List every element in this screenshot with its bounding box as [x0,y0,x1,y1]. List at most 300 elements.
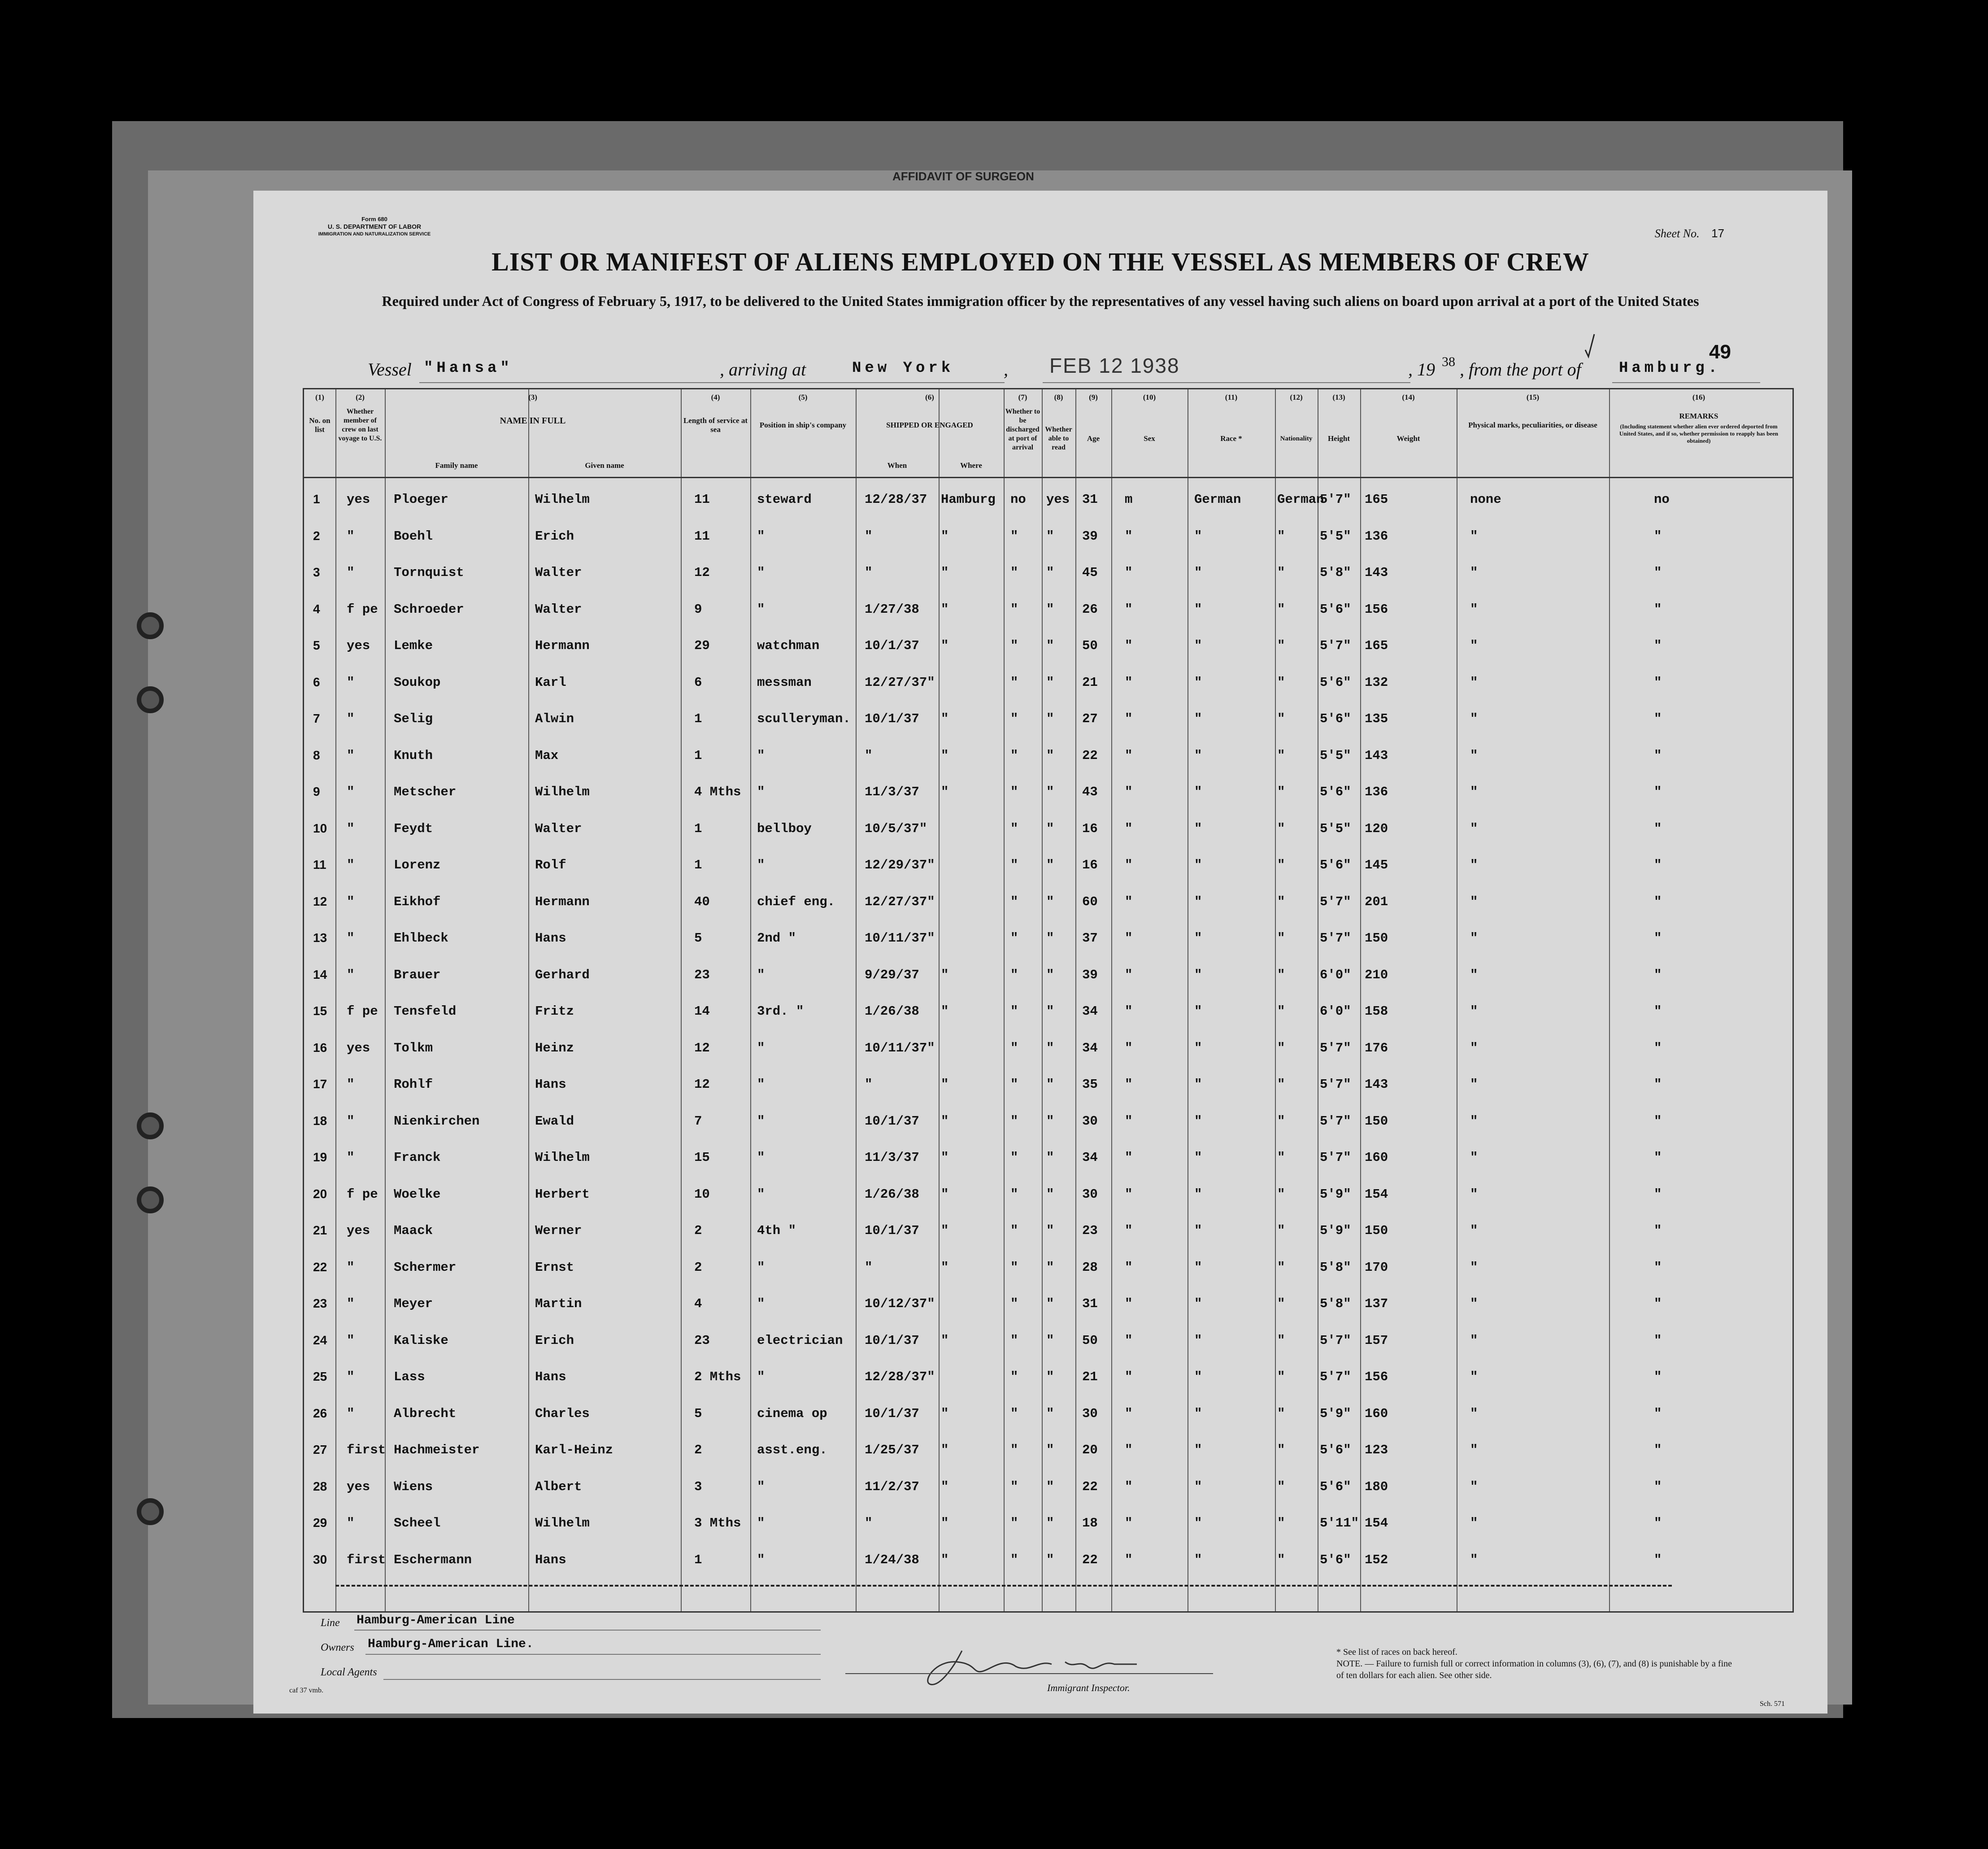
prev-voyage-cell: yes [347,1223,370,1238]
age-cell: 30 [1082,1113,1098,1129]
physical-marks-cell: " [1470,1296,1478,1311]
race-cell: " [1194,602,1202,617]
discharge-cell: " [1010,1150,1018,1165]
sex-cell: " [1125,1406,1133,1421]
age-cell: 27 [1082,711,1098,726]
arriving-label: , arriving at [720,359,806,379]
discharge-cell: " [1010,711,1018,726]
position-cell: " [757,1150,765,1165]
age-cell: 34 [1082,1150,1098,1165]
prev-voyage-cell: " [347,675,355,690]
weight-cell: 132 [1365,675,1388,690]
remarks-cell: no [1654,492,1670,507]
family-name-cell: Hachmeister [394,1443,480,1457]
table-row [304,1290,1792,1326]
table-row [304,924,1792,960]
row-number: 16 [313,1040,327,1055]
shipped-when-cell: 10/5/37" [865,821,927,836]
row-number: 22 [313,1260,327,1274]
height-cell: 5'6" [1320,858,1351,872]
read-cell: " [1046,1260,1054,1275]
race-cell: " [1194,931,1202,946]
header-given-name: Given name [585,461,624,470]
given-name-cell: Karl-Heinz [535,1443,613,1457]
nationality-cell: " [1277,1479,1285,1494]
height-cell: 5'7" [1320,638,1351,653]
prev-voyage-cell: " [347,711,355,726]
physical-marks-cell: " [1470,821,1478,836]
height-cell: 5'5" [1320,748,1351,763]
owners-label: Owners [321,1642,354,1653]
service-length-cell: 1 [694,858,702,872]
prev-voyage-cell: " [347,785,355,799]
row-number: 2 [313,528,320,543]
shipped-where-cell: " [941,1223,949,1238]
shipped-when-cell: 12/27/37" [865,894,935,909]
table-row [304,523,1792,558]
race-cell: " [1194,1479,1202,1494]
shipped-when-cell: 9/29/37 [865,967,919,982]
physical-marks-cell: " [1470,711,1478,726]
service-length-cell: 6 [694,675,702,690]
discharge-cell: no [1010,492,1026,507]
discharge-cell: " [1010,1004,1018,1019]
prev-voyage-cell: " [347,1296,355,1311]
service-length-cell: 3 [694,1479,702,1494]
shipped-where-cell: " [941,1260,949,1275]
service-length-cell: 5 [694,1406,702,1421]
age-cell: 22 [1082,1479,1098,1494]
position-cell: sculleryman. [757,711,851,726]
height-cell: 5'6" [1320,785,1351,799]
weight-cell: 145 [1365,858,1388,872]
position-cell: " [757,1369,765,1384]
table-row [304,851,1792,887]
discharge-cell: " [1010,785,1018,799]
shipped-when-cell: " [865,748,873,763]
prev-voyage-cell: " [347,1406,355,1421]
weight-cell: 180 [1365,1479,1388,1494]
remarks-cell: " [1654,1077,1662,1092]
discharge-cell: " [1010,1406,1018,1421]
race-cell: German [1194,492,1241,507]
height-cell: 5'5" [1320,821,1351,836]
service-length-cell: 2 Mths [694,1369,741,1384]
family-name-cell: Meyer [394,1296,433,1311]
read-cell: " [1046,1040,1054,1055]
sex-cell: " [1125,1552,1133,1567]
family-name-cell: Boehl [394,528,433,544]
table-row [304,669,1792,705]
col-number: (5) [798,393,808,401]
sex-cell: " [1125,675,1133,690]
position-cell: " [757,785,765,799]
family-name-cell: Lemke [394,638,433,653]
col-number: (2) [356,393,365,401]
page-title: LIST OR MANIFEST OF ALIENS EMPLOYED ON THE VESSEL AS MEMBERS OF CREW [492,247,1589,276]
read-cell: " [1046,602,1054,617]
sex-cell: " [1125,528,1133,544]
nationality-cell: " [1277,638,1285,653]
shipped-when-cell: 10/1/37 [865,638,919,653]
shipped-where-cell: " [941,1186,949,1202]
remarks-cell: " [1654,1406,1662,1421]
sex-cell: " [1125,1113,1133,1129]
given-name-cell: Walter [535,602,582,617]
shipped-when-cell: 12/28/37 [865,492,927,507]
age-cell: 37 [1082,931,1098,946]
age-cell: 43 [1082,785,1098,799]
physical-marks-cell: " [1470,1333,1478,1348]
position-cell: " [757,565,765,580]
prev-voyage-cell: " [347,821,355,836]
shipped-where-cell: " [941,602,949,617]
weight-cell: 143 [1365,1077,1388,1092]
height-cell: 5'6" [1320,675,1351,690]
service-length-cell: 9 [694,602,702,617]
remarks-cell: " [1654,1516,1662,1531]
remarks-cell: " [1654,1113,1662,1129]
physical-marks-cell: " [1470,1077,1478,1092]
crew-table [303,388,1794,1613]
race-note: * See list of races on back hereof. [1336,1647,1457,1657]
sex-cell: " [1125,931,1133,946]
position-cell: " [757,1040,765,1055]
read-cell: " [1046,1186,1054,1202]
manifest-page [253,191,1827,1714]
age-cell: 22 [1082,748,1098,763]
shipped-where-cell: " [941,1004,949,1019]
row-number: 21 [313,1223,327,1237]
row-number: 15 [313,1004,327,1018]
physical-marks-cell: " [1470,1186,1478,1202]
row-number: 24 [313,1333,327,1347]
family-name-cell: Ehlbeck [394,931,448,946]
discharge-cell: " [1010,565,1018,580]
nationality-cell: " [1277,675,1285,690]
position-cell: " [757,602,765,617]
shipped-where-cell: Hamburg [941,492,996,507]
nationality-cell: " [1277,528,1285,544]
family-name-cell: Knuth [394,748,433,763]
given-name-cell: Erich [535,528,574,544]
read-cell: " [1046,748,1054,763]
header-position: Position in ship's company [759,421,847,429]
prev-voyage-cell: yes [347,1040,370,1055]
discharge-cell: " [1010,1516,1018,1531]
from-port: Hamburg. [1619,360,1721,377]
age-cell: 21 [1082,675,1098,690]
shipped-where-cell: " [941,565,949,580]
table-row [304,1509,1792,1545]
family-name-cell: Lorenz [394,858,441,872]
from-port-label: , from the port of [1460,359,1581,379]
sheet-number-value: 17 [1711,227,1724,240]
physical-marks-cell: " [1470,967,1478,982]
physical-marks-cell: " [1470,785,1478,799]
age-cell: 31 [1082,492,1098,507]
read-cell: " [1046,931,1054,946]
schedule-number: Sch. 571 [1760,1700,1785,1708]
prev-voyage-cell: " [347,528,355,544]
shipped-where-cell: " [941,1113,949,1129]
read-cell: " [1046,1479,1054,1494]
position-cell: watchman [757,638,820,653]
family-name-cell: Albrecht [394,1406,457,1421]
service-length-cell: 23 [694,967,710,982]
height-cell: 5'6" [1320,1443,1351,1457]
prev-voyage-cell: first [347,1443,386,1457]
service-length-cell: 29 [694,638,710,653]
given-name-cell: Hans [535,1077,566,1092]
discharge-cell: " [1010,1296,1018,1311]
physical-marks-cell: " [1470,1260,1478,1275]
sex-cell: " [1125,967,1133,982]
race-cell: " [1194,967,1202,982]
weight-cell: 150 [1365,1223,1388,1238]
remarks-cell: " [1654,748,1662,763]
weight-cell: 150 [1365,1113,1388,1129]
height-cell: 6'0" [1320,967,1351,982]
given-name-cell: Max [535,748,559,763]
race-cell: " [1194,675,1202,690]
table-row [304,1400,1792,1436]
given-name-cell: Hans [535,931,566,946]
remarks-cell: " [1654,1260,1662,1275]
col-number: (13) [1332,393,1345,401]
nationality-cell: " [1277,1333,1285,1348]
position-cell: " [757,1552,765,1567]
position-cell: " [757,858,765,872]
row-number: 26 [313,1406,327,1420]
sex-cell: " [1125,638,1133,653]
read-cell: " [1046,528,1054,544]
age-cell: 21 [1082,1369,1098,1384]
position-cell: " [757,1260,765,1275]
header-shipped-engaged: SHIPPED OR ENGAGED [886,421,973,429]
shipped-when-cell: 10/1/37 [865,1223,919,1238]
discharge-cell: " [1010,528,1018,544]
height-cell: 5'5" [1320,528,1351,544]
read-cell: " [1046,1113,1054,1129]
prev-voyage-cell: f pe [347,1004,378,1019]
punch-hole [137,612,164,639]
shipped-where-cell: " [941,1443,949,1457]
sex-cell: " [1125,1223,1133,1238]
height-cell: 5'7" [1320,492,1351,507]
nationality-cell: " [1277,821,1285,836]
prev-voyage-cell: yes [347,492,370,507]
service-length-cell: 11 [694,528,710,544]
position-cell: 4th " [757,1223,796,1238]
page-subtitle: Required under Act of Congress of February 5, 1917, to be delivered to the United States immigration officer by the representatives of any vessel having such aliens on board upon arrival at a port of the United States [382,293,1699,309]
height-cell: 5'8" [1320,565,1351,580]
position-cell: " [757,1479,765,1494]
col-number: (11) [1225,393,1238,401]
row-number: 25 [313,1369,327,1383]
line-label: Line [321,1617,340,1629]
remarks-cell: " [1654,638,1662,653]
given-name-cell: Walter [535,565,582,580]
table-row [304,1363,1792,1399]
prev-voyage-cell: " [347,1077,355,1092]
family-name-cell: Tolkm [394,1040,433,1055]
shipped-where-cell: " [941,1552,949,1567]
remarks-cell: " [1654,1369,1662,1384]
family-name-cell: Tornquist [394,565,464,580]
physical-marks-cell: " [1470,1223,1478,1238]
read-cell: " [1046,1004,1054,1019]
height-cell: 5'6" [1320,1552,1351,1567]
nationality-cell: " [1277,1260,1285,1275]
age-cell: 16 [1082,858,1098,872]
discharge-cell: " [1010,675,1018,690]
service-length-cell: 2 [694,1223,702,1238]
row-number: 14 [313,967,327,981]
table-row [304,559,1792,595]
physical-marks-cell: " [1470,1369,1478,1384]
prev-voyage-cell: " [347,565,355,580]
prev-voyage-cell: " [347,894,355,909]
height-cell: 5'7" [1320,1369,1351,1384]
sex-cell: " [1125,1296,1133,1311]
discharge-cell: " [1010,894,1018,909]
nationality-cell: " [1277,1406,1285,1421]
height-cell: 5'6" [1320,602,1351,617]
remarks-cell: " [1654,1443,1662,1457]
service-length-cell: 5 [694,931,702,946]
sex-cell: " [1125,602,1133,617]
sex-cell: " [1125,1150,1133,1165]
age-cell: 23 [1082,1223,1098,1238]
race-cell: " [1194,1369,1202,1384]
year-prefix: , 19 [1408,359,1435,379]
vessel-name: "Hansa" [424,360,513,377]
header-remarks: REMARKS [1679,412,1718,420]
sex-cell: " [1125,894,1133,909]
shipped-where-cell: " [941,1406,949,1421]
row-number: 8 [313,748,320,762]
header-when: When [887,461,907,470]
age-cell: 26 [1082,602,1098,617]
service-length-cell: 12 [694,1077,710,1092]
weight-cell: 165 [1365,638,1388,653]
table-row [304,1254,1792,1290]
read-cell: " [1046,1333,1054,1348]
physical-marks-cell: " [1470,602,1478,617]
arriving-port: New York [852,360,954,377]
position-cell: 2nd " [757,931,796,946]
prev-voyage-cell: " [347,1333,355,1348]
col-number: (14) [1402,393,1415,401]
age-cell: 34 [1082,1040,1098,1055]
discharge-cell: " [1010,931,1018,946]
table-row [304,1217,1792,1253]
remarks-cell: " [1654,1333,1662,1348]
back-sheet-heading: AFFIDAVIT OF SURGEON [892,170,1034,183]
row-number: 7 [313,711,320,725]
race-cell: " [1194,1406,1202,1421]
row-number: 5 [313,638,320,652]
given-name-cell: Wilhelm [535,1516,590,1531]
physical-marks-cell: " [1470,528,1478,544]
weight-cell: 150 [1365,931,1388,946]
read-cell: " [1046,1552,1054,1567]
owners-underline [365,1654,821,1655]
sheet-number [1655,227,1724,240]
family-name-cell: Schermer [394,1260,457,1275]
weight-cell: 154 [1365,1516,1388,1531]
discharge-cell: " [1010,967,1018,982]
nationality-cell: " [1277,1369,1285,1384]
line-underline [354,1630,821,1631]
weight-cell: 160 [1365,1406,1388,1421]
table-row [304,778,1792,814]
read-cell: " [1046,967,1054,982]
given-name-cell: Erich [535,1333,574,1348]
date-stamp: FEB 12 1938 [1049,354,1180,377]
discharge-cell: " [1010,748,1018,763]
weight-cell: 154 [1365,1186,1388,1202]
weight-cell: 170 [1365,1260,1388,1275]
family-name-cell: Eikhof [394,894,441,909]
table-row [304,1327,1792,1363]
position-cell: " [757,748,765,763]
shipped-where-cell: " [941,1150,949,1165]
punch-hole [137,1498,164,1525]
race-cell: " [1194,1552,1202,1567]
service-length-cell: 2 [694,1443,702,1457]
remarks-cell: " [1654,1040,1662,1055]
age-cell: 39 [1082,528,1098,544]
given-name-cell: Wilhelm [535,785,590,799]
age-cell: 22 [1082,1552,1098,1567]
given-name-cell: Hans [535,1552,566,1567]
read-cell: " [1046,1077,1054,1092]
physical-marks-cell: " [1470,858,1478,872]
sex-cell: m [1125,492,1133,507]
weight-cell: 152 [1365,1552,1388,1567]
header-weight: Weight [1396,434,1420,443]
given-name-cell: Charles [535,1406,590,1421]
sex-cell: " [1125,1260,1133,1275]
family-name-cell: Woelke [394,1186,441,1202]
physical-marks-cell: " [1470,675,1478,690]
nationality-cell: " [1277,565,1285,580]
given-name-cell: Hermann [535,894,590,909]
discharge-cell: " [1010,1113,1018,1129]
nationality-cell: " [1277,858,1285,872]
physical-marks-cell: " [1470,1113,1478,1129]
nationality-cell: " [1277,967,1285,982]
position-cell: messman [757,675,812,690]
col-number: (7) [1018,393,1027,401]
prev-voyage-cell: " [347,1150,355,1165]
table-row [304,742,1792,778]
shipped-when-cell: 10/11/37" [865,931,935,946]
service-length-cell: 12 [694,565,710,580]
position-cell: bellboy [757,821,812,836]
shipped-when-cell: " [865,565,873,580]
family-name-cell: Wiens [394,1479,433,1494]
weight-cell: 176 [1365,1040,1388,1055]
sex-cell: " [1125,565,1133,580]
discharge-cell: " [1010,602,1018,617]
remarks-cell: " [1654,931,1662,946]
weight-cell: 165 [1365,492,1388,507]
family-name-cell: Franck [394,1150,441,1165]
family-name-cell: Ploeger [394,492,448,507]
